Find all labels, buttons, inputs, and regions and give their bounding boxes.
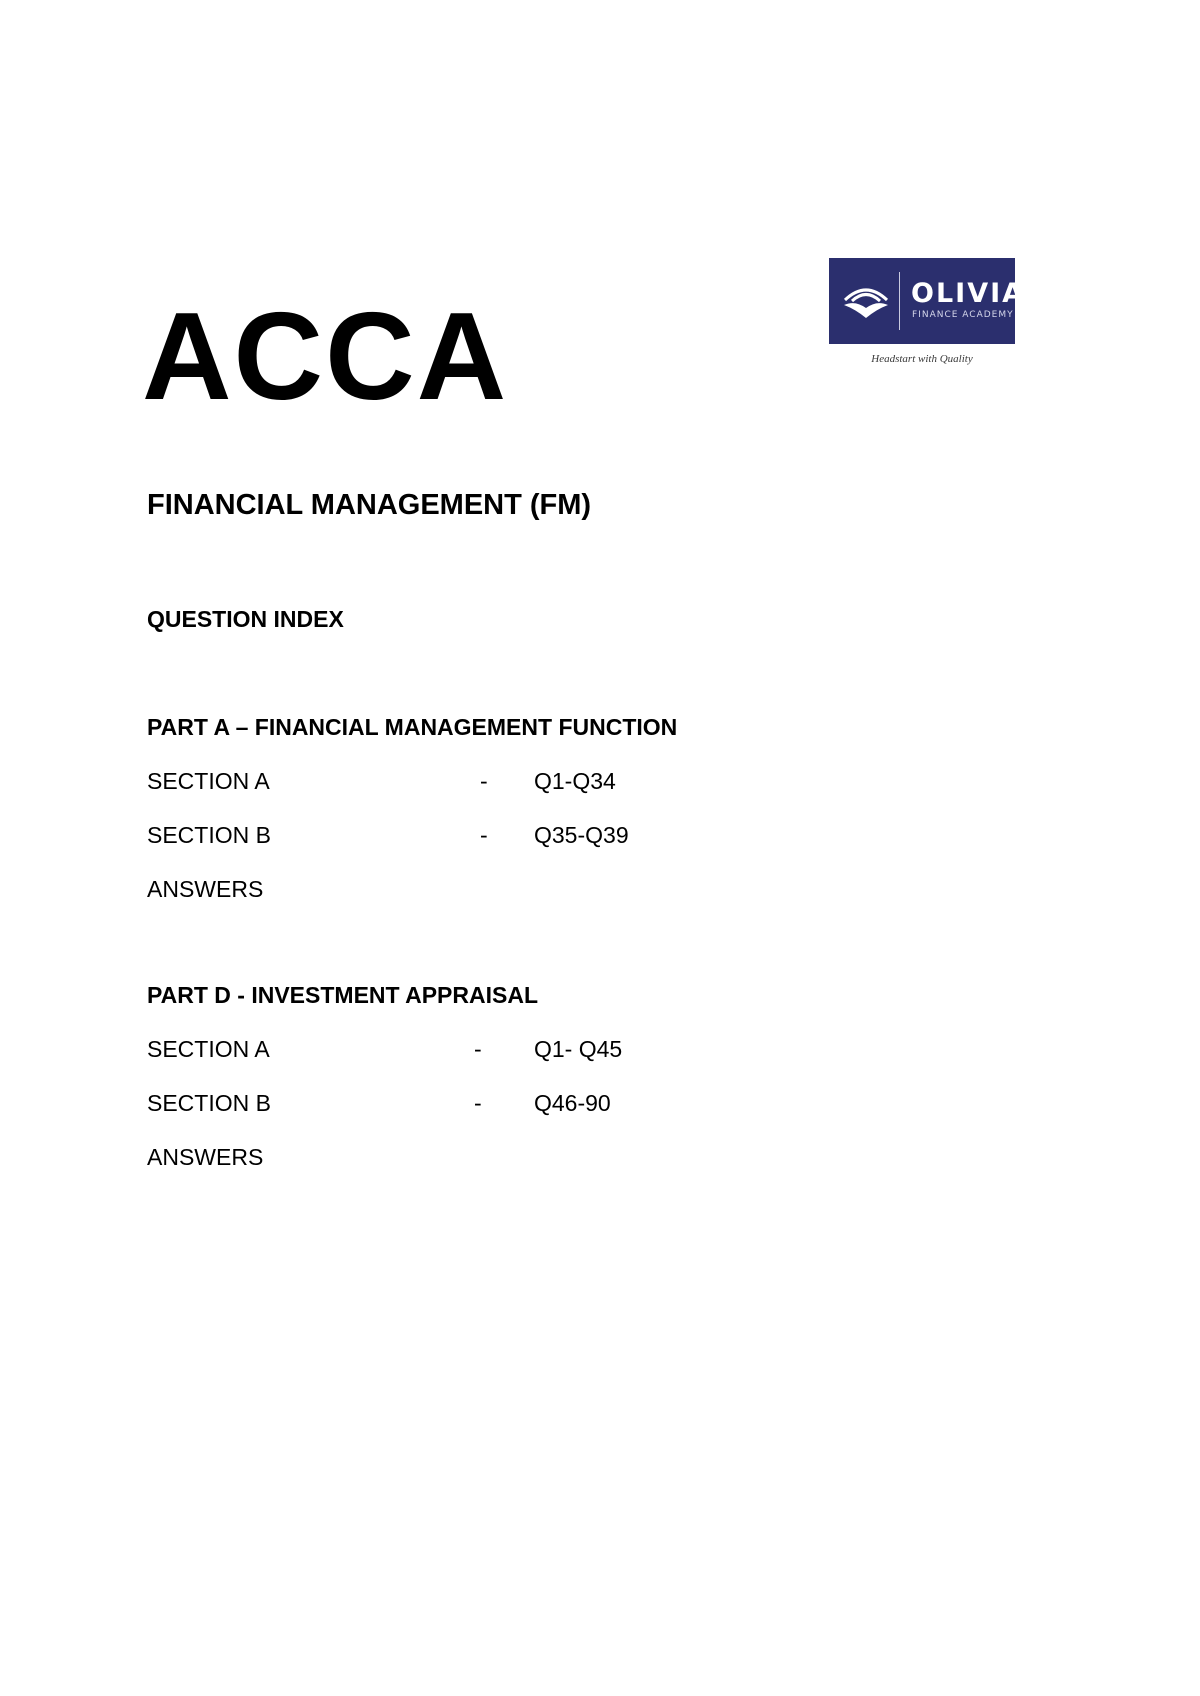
part-a-block <box>147 712 847 904</box>
separator-dash: - <box>474 1036 482 1062</box>
subject-title: FINANCIAL MANAGEMENT (FM) <box>147 489 592 521</box>
question-range: Q35-Q39 <box>534 822 629 848</box>
separator-dash: - <box>474 1090 482 1116</box>
olivia-logo <box>829 258 1026 344</box>
section-label: SECTION B <box>147 822 271 848</box>
section-row <box>147 1088 847 1118</box>
logo-tagline: Headstart with Quality <box>871 353 973 365</box>
part-heading: PART D - INVESTMENT APPRAISAL <box>147 982 539 1008</box>
section-label: SECTION A <box>147 1036 270 1062</box>
question-range: Q1-Q34 <box>534 768 616 794</box>
section-row <box>147 820 847 850</box>
part-heading: PART A – FINANCIAL MANAGEMENT FUNCTION <box>147 714 678 740</box>
answers-label: ANSWERS <box>147 876 264 902</box>
part-d-block <box>147 980 847 1172</box>
logo-name: OLIVIA <box>911 278 1026 309</box>
section-row <box>147 1034 847 1064</box>
main-title: ACCA <box>142 288 509 426</box>
section-label: SECTION B <box>147 1090 271 1116</box>
separator-dash: - <box>480 768 488 794</box>
question-index-title: QUESTION INDEX <box>147 606 344 632</box>
section-row <box>147 766 847 796</box>
question-range: Q1- Q45 <box>534 1036 623 1062</box>
separator-dash: - <box>480 822 488 848</box>
question-range: Q46-90 <box>534 1090 611 1116</box>
logo-divider <box>899 272 900 330</box>
open-book-icon <box>839 274 893 324</box>
logo-subtitle: FINANCE ACADEMY <box>912 310 1014 320</box>
section-label: SECTION A <box>147 768 270 794</box>
answers-label: ANSWERS <box>147 1144 264 1170</box>
